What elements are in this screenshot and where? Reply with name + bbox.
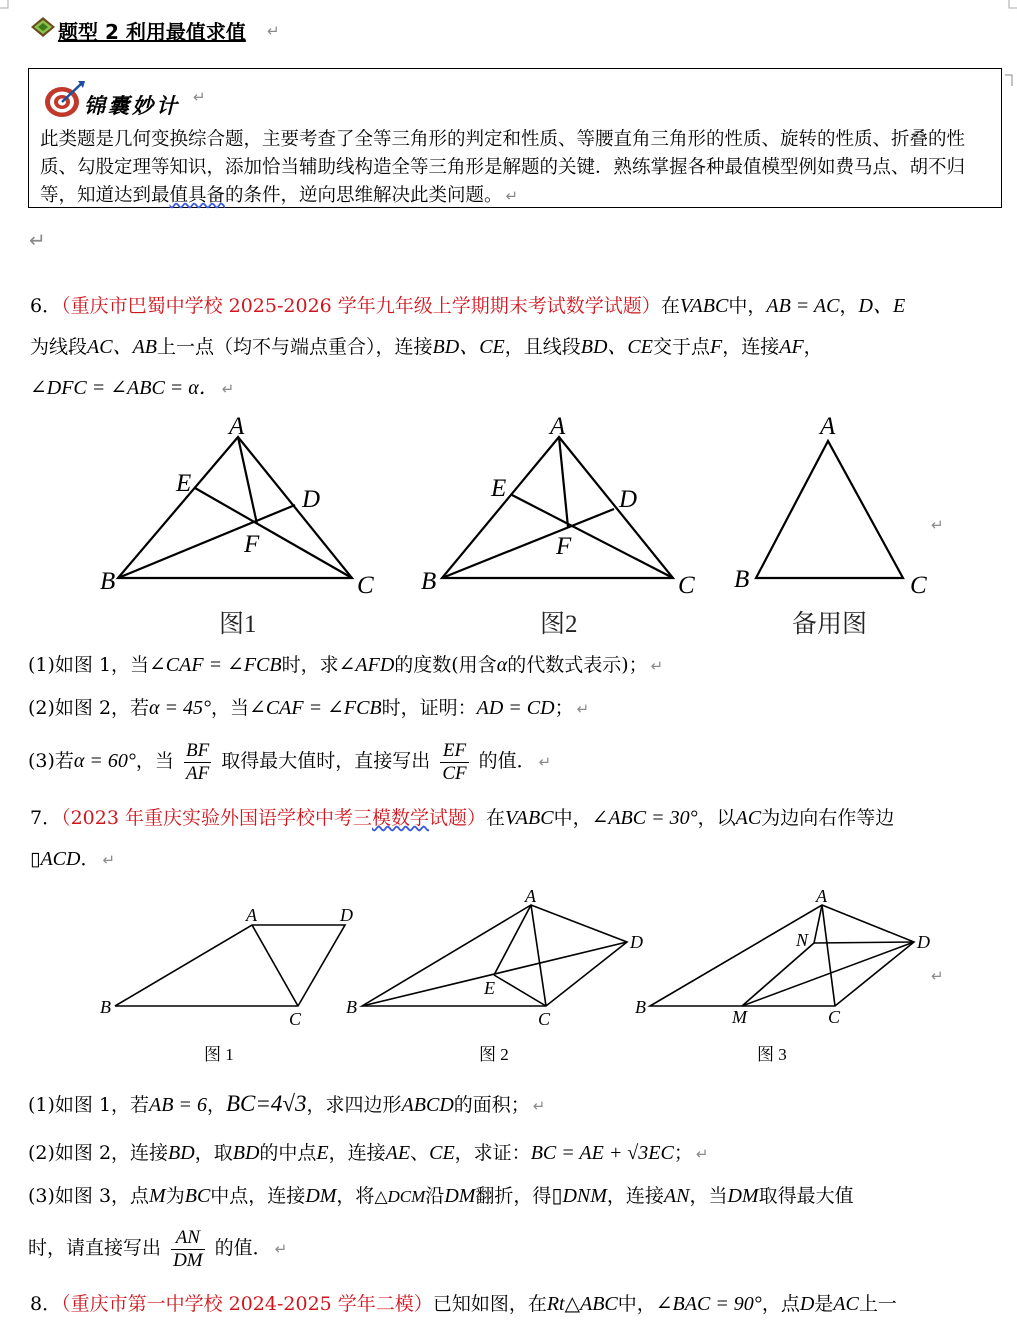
fig3-label-C: C <box>910 572 927 599</box>
q7-stem-line2: ▯ACD． ↵ <box>30 848 116 870</box>
fig1-label-A: A <box>229 413 245 440</box>
q7-part1: (1)如图 1，若AB = 6，BC=4√3，求四边形ABCD的面积； ↵ <box>28 1091 546 1116</box>
q7-fig3-caption: 图 3 <box>757 1045 787 1064</box>
q6-fig1-caption: 图1 <box>219 611 257 638</box>
q7-fig2-caption: 图 2 <box>479 1045 509 1064</box>
q6-fig2-caption: 图2 <box>540 611 578 638</box>
q7f1-label-D: D <box>340 905 353 925</box>
q7f2-label-C: C <box>538 1009 551 1029</box>
fig1-label-B: B <box>100 568 116 595</box>
q7f3-label-M: M <box>732 1007 747 1027</box>
q7f3-label-A: A <box>816 886 827 906</box>
fig3-label-B: B <box>734 566 750 593</box>
q7f1-label-B: B <box>100 997 111 1017</box>
q7-part3-line1: (3)如图 3，点M为BC中点，连接DM，将△DCM沿DM翻折，得▯DNM，连接AN，当DM取得最大值 <box>28 1185 854 1207</box>
fig2-label-B: B <box>421 568 437 595</box>
q7-figure-1 <box>115 925 345 1006</box>
corner-mark-left <box>0 0 20 20</box>
fig1-label-D: D <box>302 486 321 513</box>
diamond-icon <box>30 16 56 38</box>
q7f3-label-C: C <box>828 1007 841 1027</box>
q7-fig1-caption: 图 1 <box>204 1045 234 1064</box>
q6-frac-bf-af: $\frac{BF}{AF}$ <box>185 739 210 784</box>
fig2-label-A: A <box>550 413 566 440</box>
q6-part3: (3)若α = 60°，当 $\frac{BF}{AF}$ 取得最大值时，直接写出 $\frac{EF}{CF}$ 的值． ↵ <box>28 739 552 784</box>
q6-figure-spare <box>756 441 903 578</box>
tip-summary: 此类题是几何变换综合题，主要考查了全等三角形的判定和性质、等腰直角三角形的性质、旋转的性质、折叠的性质、勾股定理等知识，添加恰当辅助线构造全等三角形是解题的关键．熟练掌握各种最值模型例如费马点、胡不归等，知道达到最值具备的条件，逆向思维解决此类问题。 ↵ <box>40 129 966 206</box>
target-icon <box>42 80 86 120</box>
section-title: 题型 2 利用最值求值 <box>58 20 246 44</box>
q8-stem-line1: 8．（重庆市第一中学校 2024-2025 学年二模）已知如图，在Rt△ABC中，∠BAC = 90°，点D是AC上一 <box>30 1293 897 1315</box>
return-mark: ↵ <box>931 967 944 985</box>
tip-logo-text: 锦囊妙计 <box>84 93 180 118</box>
q7-part2: (2)如图 2，连接BD，取BD的中点E，连接AE、CE，求证：BC = AE + √3EC； ↵ <box>28 1142 709 1164</box>
fig1-label-F: F <box>244 531 260 558</box>
q7f3-label-D: D <box>917 932 930 952</box>
q7f2-label-A: A <box>525 886 536 906</box>
q7f3-label-B: B <box>635 997 646 1017</box>
q7-figure-3 <box>650 905 914 1006</box>
q7f1-label-C: C <box>289 1009 302 1029</box>
q6-stem-line3: ∠DFC = ∠ABC = α． ↵ <box>30 377 235 399</box>
return-mark: ↵ <box>193 88 206 106</box>
fig2-label-E: E <box>491 475 507 502</box>
empty-paragraph-mark: ↵ <box>29 228 46 252</box>
q6-part1: (1)如图 1，当∠CAF = ∠FCB时，求∠AFD的度数(用含α的代数式表示)； ↵ <box>28 654 664 676</box>
q7f2-label-E: E <box>484 978 495 998</box>
fig2-label-D: D <box>619 486 638 513</box>
q7-stem-line1: 7．（2023 年重庆实验外国语学校中考三模数学试题）在VABC中，∠ABC = 30°，以AC为边向右作等边 <box>30 807 895 829</box>
corner-mark-right <box>997 0 1017 20</box>
q6-stem-line1: 6．（重庆市巴蜀中学校 2025-2026 学年九年级上学期期末考试数学试题）在VABC中，AB = AC，D、E <box>30 295 906 317</box>
fig3-label-A: A <box>820 413 836 440</box>
fig1-label-E: E <box>176 470 192 497</box>
return-mark: ↵ <box>931 516 944 534</box>
q6-stem-line2: 为线段AC、AB上一点（均不与端点重合），连接BD、CE，且线段BD、CE交于点F，连接AF， <box>30 336 823 358</box>
q6-frac-ef-cf: $\frac{EF}{CF}$ <box>442 739 467 784</box>
q7f2-label-B: B <box>346 997 357 1017</box>
q7-part3-line2: 时，请直接写出 $\frac{AN}{DM}$ 的值． ↵ <box>28 1226 288 1271</box>
fig2-label-F: F <box>556 533 572 560</box>
fig1-label-C: C <box>357 572 374 599</box>
q7f1-label-A: A <box>246 905 257 925</box>
q6-figures <box>0 405 1017 645</box>
fig2-label-C: C <box>678 572 695 599</box>
bracket-mark <box>1003 74 1015 88</box>
q6-fig3-caption: 备用图 <box>792 611 868 638</box>
q6-part2: (2)如图 2，若α = 45°，当∠CAF = ∠FCB时，证明：AD = CD； ↵ <box>28 697 590 719</box>
return-mark: ↵ <box>267 22 280 40</box>
q7-frac-an-dm: $\frac{AN}{DM}$ <box>173 1226 203 1271</box>
q7f3-label-N: N <box>796 930 809 950</box>
q7-figures <box>0 880 1017 1070</box>
q7f2-label-D: D <box>630 932 643 952</box>
